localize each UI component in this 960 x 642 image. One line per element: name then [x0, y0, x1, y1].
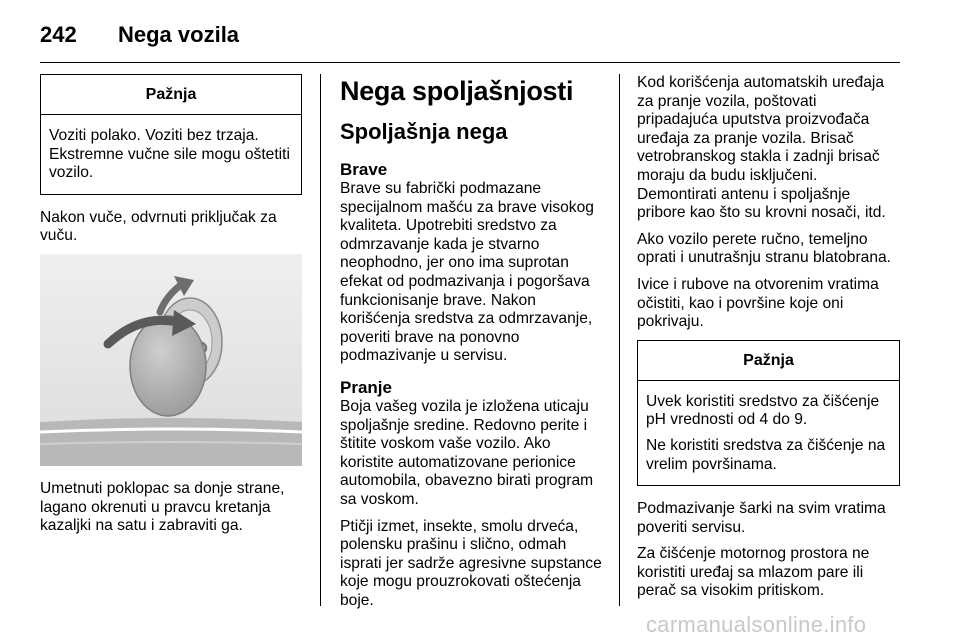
paragraph: Brave su fabrički podmazane specijalnom mašću za brave visokog kvaliteta. Upotrebiti sredstvo za odmrzavanje kada je stvarno neophodno, jer ono ima suprotan efekat od podmazivanja i pogoršava funkcionisanje brave. Nakon korišćenja sredstva za odmrzavanje, poveriti brave na ponovno podmazivanje u servisu. — [340, 180, 594, 365]
column-right — [637, 74, 900, 609]
section-heading: Nega spoljašnjosti — [340, 76, 574, 106]
column-middle — [340, 74, 604, 618]
paragraph: Kod korišćenja automatskih uređaja za pranje vozila, poštovati pripadajuća uputstva proizvođača uređaja za pranje vozila. Brisač vetrobranskog stakla i zadnji brisač moraju da budu isključeni. Demontirati antenu i spoljašnje pribore kao što su krovni nosači, itd. — [637, 74, 886, 222]
paragraph: Nakon vuče, odvrnuti priključak za vuču. — [40, 208, 277, 245]
caution-text: Uvek koristiti sredstvo za čišćenje pH vrednosti od 4 do 9. — [646, 392, 880, 429]
paragraph: Boja vašeg vozila je izložena uticaju spoljašnje sredine. Redovno perite i štitite voskom vaše vozilo. Ako koristite automatizovane perionice automobila, obavezno birati program sa voskom. — [340, 397, 594, 508]
caution-body — [638, 381, 899, 485]
page-number: 242 — [40, 22, 77, 47]
tow-cover-drawing — [40, 254, 302, 466]
watermark: carmanualsonline.info — [646, 612, 867, 637]
caution-text: Ne koristiti sredstva za čišćenje na vrelim površinama. — [646, 436, 886, 473]
caution-body — [41, 115, 301, 194]
caution-box — [40, 74, 302, 195]
paragraph: Podmazivanje šarki na svim vratima poveriti servisu. — [637, 500, 886, 536]
caution-text: Voziti polako. Voziti bez trzaja. Ekstremne vučne sile mogu oštetiti vozilo. — [49, 127, 290, 182]
paragraph: Umetnuti poklopac sa donje strane, lagano okrenuti u pravcu kretanja kazaljki na satu i zabraviti ga. — [40, 479, 285, 535]
subsection-heading: Spoljašnja nega — [340, 119, 508, 144]
paragraph: Ptičji izmet, insekte, smolu drveća, polensku prašinu i slično, odmah isprati jer sadrže agresivne supstance koje mogu prouzrokovati oštećenja boje. — [340, 517, 602, 609]
paragraph: Ako vozilo perete ručno, temeljno oprati i unutrašnju stranu blatobrana. — [637, 230, 891, 267]
topic-heading-brave: Brave — [340, 160, 388, 179]
column-divider — [619, 74, 620, 606]
page-header — [40, 22, 900, 63]
column-divider — [320, 74, 321, 606]
tow-cover-illustration — [40, 254, 302, 466]
caution-box — [637, 340, 900, 486]
caution-title: Pažnja — [41, 75, 301, 115]
chapter-title: Nega vozila — [118, 22, 240, 47]
column-left — [40, 74, 302, 544]
topic-heading-pranje: Pranje — [340, 377, 392, 397]
paragraph: Ivice i rubove na otvorenim vratima očistiti, kao i površine koje oni pokrivaju. — [637, 275, 879, 331]
paragraph: Za čišćenje motornog prostora ne koristiti uređaj sa mlazom pare ili perač sa visokim pritiskom. — [637, 545, 870, 600]
caution-title: Pažnja — [638, 341, 899, 381]
